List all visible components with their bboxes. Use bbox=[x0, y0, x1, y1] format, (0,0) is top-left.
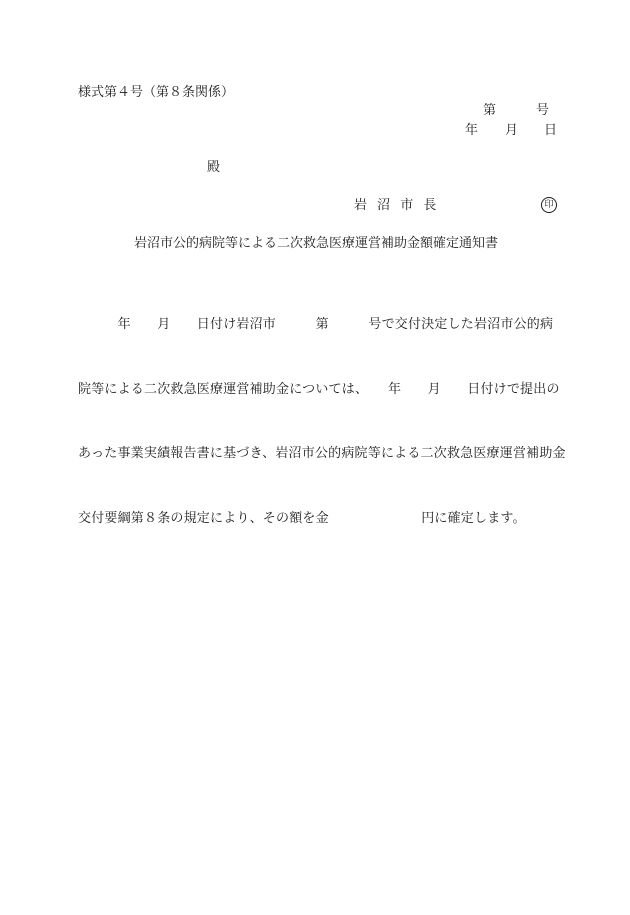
date-year-label: 年 bbox=[465, 123, 479, 138]
body-line: 交付要綱第８条の規定により、その額を金 円に確定します。 bbox=[78, 510, 526, 526]
date-day-label: 日 bbox=[544, 123, 558, 138]
document-number-suffix: 号 bbox=[536, 103, 550, 118]
body-line: 院等による二次救急医療運営補助金については、 年 月 日付けで提出の bbox=[78, 381, 560, 397]
body-line: 年 月 日付け岩沼市 第 号で交付決定した岩沼市公的病 bbox=[78, 317, 554, 332]
issuer-name: 岩 沼 市 長 bbox=[354, 198, 440, 213]
document-number-prefix: 第 bbox=[483, 103, 497, 118]
date-month-label: 月 bbox=[505, 123, 519, 138]
addressee-suffix: 殿 bbox=[207, 160, 221, 175]
body-text bbox=[78, 271, 566, 551]
seal-mark: 印 bbox=[541, 197, 557, 213]
document-title: 岩沼市公的病院等による二次救急医療運営補助金額確定通知書 bbox=[134, 236, 499, 251]
body-line: あった事業実績報告書に基づき、岩沼市公的病院等による二次救急医療運営補助金 bbox=[78, 446, 566, 461]
form-number: 様式第４号（第８条関係） bbox=[78, 85, 235, 100]
